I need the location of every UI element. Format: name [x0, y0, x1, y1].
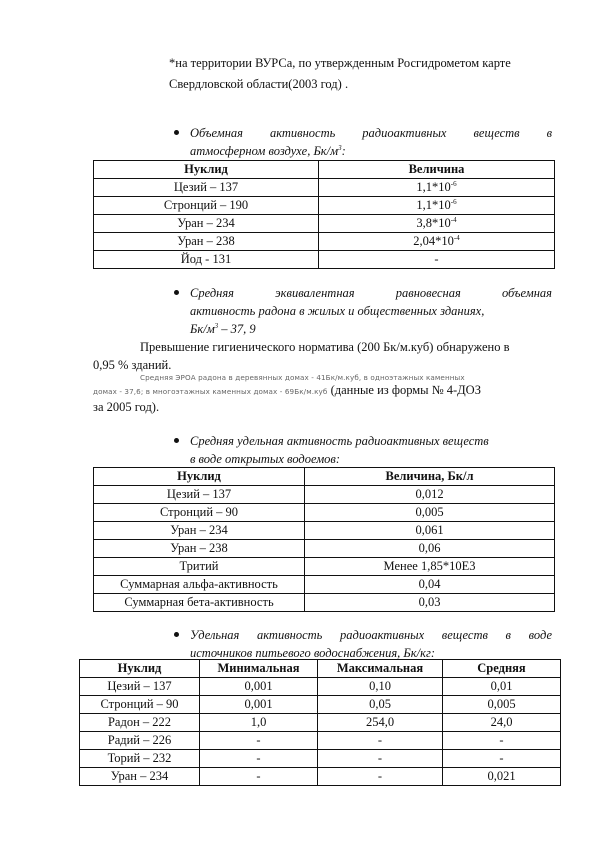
section1-heading-line1 [190, 124, 552, 142]
section2-heading [190, 284, 552, 338]
cell-max: - [318, 732, 443, 750]
heading-word: в [546, 126, 552, 140]
section2-heading-line3: $Бк/м^3 - 37$, 9 [190, 321, 256, 336]
table-row [94, 522, 555, 540]
cell-nuclide: Торий – 232 [80, 750, 200, 768]
cell-value: 0,012 [305, 486, 555, 504]
table-row [94, 540, 555, 558]
table-row [94, 504, 555, 522]
table-header-row [94, 468, 555, 486]
cell-nuclide: Уран – 238 [94, 540, 305, 558]
header-nuclide: Нуклид [94, 161, 319, 179]
section2-heading-line2: активность радона в жилых и общественных зданиях, [190, 304, 485, 318]
section2-heading-line1 [190, 284, 552, 302]
cell-avg: 0,021 [443, 768, 561, 786]
cell-nuclide: Стронций – 190 [94, 197, 319, 215]
cell-value: - [319, 251, 555, 269]
table-row [94, 594, 555, 612]
heading-word: равновесная [395, 286, 461, 300]
cell-nuclide: Радон – 222 [80, 714, 200, 732]
table-row [80, 714, 561, 732]
table-header-row [94, 161, 555, 179]
table-row [94, 215, 555, 233]
header-nuclide: Нуклид [94, 468, 305, 486]
cell-min: 1,0 [200, 714, 318, 732]
table-row [94, 179, 555, 197]
cell-nuclide: Суммарная бета-активность [94, 594, 305, 612]
cell-nuclide: Цезий – 137 [94, 179, 319, 197]
cell-nuclide: Стронций – 90 [80, 696, 200, 714]
cell-nuclide: Цезий – 137 [94, 486, 305, 504]
eroa-paragraph-line3: за 2005 год). [93, 400, 160, 414]
cell-avg: 0,01 [443, 678, 561, 696]
bullet-icon [174, 290, 179, 295]
header-max: Максимальная [318, 660, 443, 678]
cell-min: - [200, 750, 318, 768]
exceed-paragraph-line2: 0,95 % зданий. [93, 358, 172, 372]
heading-word: объемная [501, 286, 552, 300]
table-open-water [93, 467, 555, 612]
bullet-icon [174, 438, 179, 443]
section4-heading-line1: Удельная активность радиоактивных веществ в воде [190, 628, 552, 642]
cell-max: - [318, 750, 443, 768]
table-row [80, 768, 561, 786]
cell-value: 0,061 [305, 522, 555, 540]
cell-avg: 0,005 [443, 696, 561, 714]
cell-value: Менее 1,85*10Е3 [305, 558, 555, 576]
table-drinking-water [79, 659, 561, 786]
heading-word: веществ [473, 126, 520, 140]
cell-min: - [200, 768, 318, 786]
cell-avg: - [443, 750, 561, 768]
table-row [80, 750, 561, 768]
cell-min: 0,001 [200, 678, 318, 696]
cell-value: $2,04*10^{-4}$ [319, 233, 555, 251]
cell-max: 0,05 [318, 696, 443, 714]
cell-nuclide: Уран – 234 [80, 768, 200, 786]
table-row [94, 576, 555, 594]
heading-word: Средняя [190, 286, 234, 300]
table-air-activity [93, 160, 555, 269]
cell-nuclide: Радий – 226 [80, 732, 200, 750]
table-row [94, 197, 555, 215]
cell-value: $1,1*10^{-6}$ [319, 197, 555, 215]
cell-min: - [200, 732, 318, 750]
section4-heading-line2: источников питьевого водоснабжения, Бк/кг: [190, 646, 436, 660]
table-header-row [80, 660, 561, 678]
section3-heading-line1: Средняя удельная активность радиоактивных веществ [190, 434, 489, 448]
cell-max: 254,0 [318, 714, 443, 732]
heading-word: эквивалентная [275, 286, 355, 300]
cell-value: 0,005 [305, 504, 555, 522]
section4-heading [190, 626, 552, 662]
section3-heading [190, 432, 552, 468]
cell-value: 0,06 [305, 540, 555, 558]
cell-avg: - [443, 732, 561, 750]
table-row [94, 558, 555, 576]
table-row [94, 251, 555, 269]
cell-nuclide: Уран – 238 [94, 233, 319, 251]
cell-value: $1,1*10^{-6}$ [319, 179, 555, 197]
cell-max: 0,10 [318, 678, 443, 696]
intro-line-2: Свердловской области(2003 год) . [169, 77, 349, 91]
cell-nuclide: Суммарная альфа-активность [94, 576, 305, 594]
header-avg: Средняя [443, 660, 561, 678]
heading-word: Объемная [190, 126, 243, 140]
eroa-paragraph-line1: Средняя ЭРОА радона в деревянных домах - 41Бк/м.куб, в одноэтажных каменных [140, 373, 465, 382]
bullet-icon [174, 632, 179, 637]
header-value: Величина, Бк/л [305, 468, 555, 486]
intro-line-1: *на территории ВУРСа, по утвержденным Росгидрометом карте [169, 56, 511, 70]
eroa-paragraph-line2: домах - 37,6; в многоэтажных каменных домах - 69Бк/м.куб (данные из формы № 4-ДОЗ [93, 383, 481, 397]
table-row [80, 696, 561, 714]
heading-word: радиоактивных [362, 126, 447, 140]
section1-heading [190, 124, 552, 160]
table-row [94, 486, 555, 504]
section3-heading-line2: в воде открытых водоемов: [190, 452, 341, 466]
section1-heading-line2: атмосферном воздухе, $Бк/м^3$: [190, 143, 346, 158]
cell-max: - [318, 768, 443, 786]
cell-nuclide: Стронций – 90 [94, 504, 305, 522]
header-min: Минимальная [200, 660, 318, 678]
cell-nuclide: Уран – 234 [94, 522, 305, 540]
header-nuclide: Нуклид [80, 660, 200, 678]
table-row [80, 732, 561, 750]
cell-nuclide: Йод - 131 [94, 251, 319, 269]
cell-nuclide: Тритий [94, 558, 305, 576]
cell-value: 0,03 [305, 594, 555, 612]
table-row [80, 678, 561, 696]
bullet-icon [174, 130, 179, 135]
cell-avg: 24,0 [443, 714, 561, 732]
cell-nuclide: Цезий – 137 [80, 678, 200, 696]
exceed-paragraph-line1: Превышение гигиенического норматива (200 Бк/м.куб) обнаружено в [140, 340, 510, 354]
cell-min: 0,001 [200, 696, 318, 714]
cell-nuclide: Уран – 234 [94, 215, 319, 233]
header-value: Величина [319, 161, 555, 179]
table-row [94, 233, 555, 251]
cell-value: 0,04 [305, 576, 555, 594]
cell-value: $3,8*10^{-4}$ [319, 215, 555, 233]
heading-word: активность [269, 126, 336, 140]
